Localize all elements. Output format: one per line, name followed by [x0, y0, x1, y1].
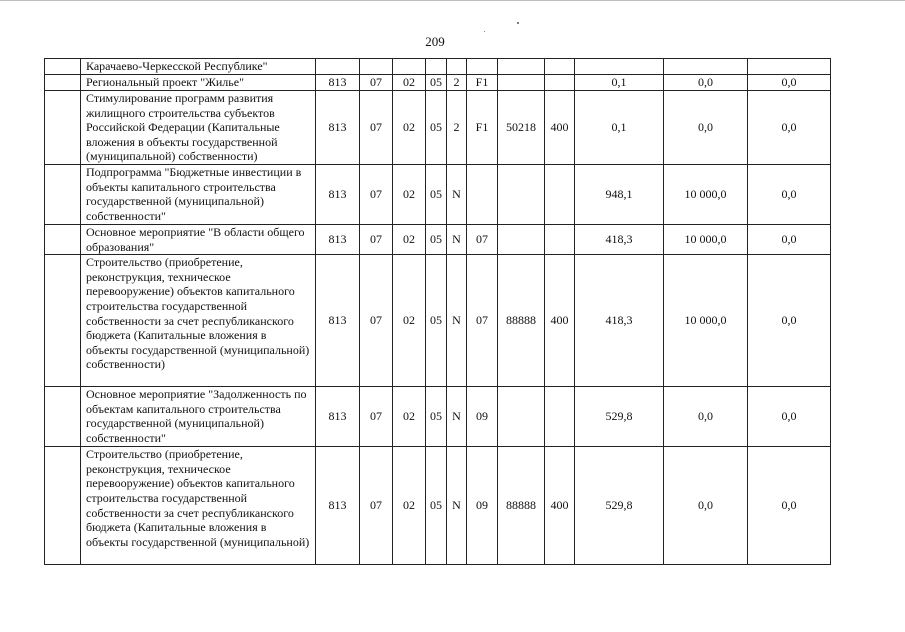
expense-type-cell: 400	[545, 447, 575, 565]
table-row	[45, 91, 831, 165]
program-code-cell: 05	[426, 387, 447, 447]
ministry-code-cell: 813	[316, 165, 360, 225]
subprogram-code-cell: N	[447, 165, 467, 225]
expense-type-cell: 400	[545, 91, 575, 165]
expense-type-cell	[545, 59, 575, 75]
subprogram-code-cell: N	[447, 447, 467, 565]
subprogram-code-cell	[447, 59, 467, 75]
ministry-code-cell: 813	[316, 75, 360, 91]
direction-code-cell	[498, 387, 545, 447]
subprogram-code-cell: N	[447, 255, 467, 387]
amount-year2-cell: 0,0	[664, 447, 748, 565]
activity-code-cell: 07	[467, 255, 498, 387]
scan-speck	[517, 22, 519, 24]
amount-year3-cell: 0,0	[748, 91, 831, 165]
amount-year2-cell: 0,0	[664, 91, 748, 165]
subprogram-code-cell: 2	[447, 75, 467, 91]
blank-cell	[45, 59, 81, 75]
blank-cell	[45, 225, 81, 255]
activity-code-cell: F1	[467, 91, 498, 165]
direction-code-cell	[498, 165, 545, 225]
amount-year1-cell: 418,3	[575, 255, 664, 387]
activity-code-cell: F1	[467, 75, 498, 91]
page-top-edge	[0, 0, 905, 1]
expense-type-cell	[545, 165, 575, 225]
activity-code-cell	[467, 165, 498, 225]
subsection-code-cell: 02	[393, 75, 426, 91]
direction-code-cell: 88888	[498, 447, 545, 565]
item-name-cell: Строительство (приобретение, реконструкция, техническое перевооружение) объектов капитального строительства государственной собственности за счет республиканского бюджета (Капитальные вложения в объекты государственной (муниципальной) собственности)	[81, 255, 316, 387]
blank-cell	[45, 91, 81, 165]
subsection-code-cell: 02	[393, 225, 426, 255]
section-code-cell: 07	[360, 75, 393, 91]
table-row	[45, 225, 831, 255]
amount-year3-cell: 0,0	[748, 225, 831, 255]
table-row	[45, 255, 831, 387]
program-code-cell: 05	[426, 447, 447, 565]
section-code-cell: 07	[360, 447, 393, 565]
amount-year2-cell: 10 000,0	[664, 225, 748, 255]
subprogram-code-cell: N	[447, 225, 467, 255]
program-code-cell: 05	[426, 255, 447, 387]
program-code-cell: 05	[426, 91, 447, 165]
amount-year1-cell: 0,1	[575, 91, 664, 165]
direction-code-cell	[498, 59, 545, 75]
table-row	[45, 59, 831, 75]
section-code-cell: 07	[360, 255, 393, 387]
amount-year2-cell: 0,0	[664, 75, 748, 91]
ministry-code-cell: 813	[316, 387, 360, 447]
subprogram-code-cell: 2	[447, 91, 467, 165]
amount-year1-cell: 529,8	[575, 387, 664, 447]
direction-code-cell	[498, 225, 545, 255]
activity-code-cell	[467, 59, 498, 75]
budget-table	[44, 58, 831, 565]
section-code-cell: 07	[360, 387, 393, 447]
subsection-code-cell: 02	[393, 91, 426, 165]
blank-cell	[45, 165, 81, 225]
amount-year3-cell: 0,0	[748, 387, 831, 447]
subsection-code-cell	[393, 59, 426, 75]
subsection-code-cell: 02	[393, 255, 426, 387]
direction-code-cell: 50218	[498, 91, 545, 165]
activity-code-cell: 07	[467, 225, 498, 255]
activity-code-cell: 09	[467, 447, 498, 565]
ministry-code-cell: 813	[316, 91, 360, 165]
item-name-cell: Региональный проект "Жилье"	[81, 75, 316, 91]
expense-type-cell: 400	[545, 255, 575, 387]
program-code-cell: 05	[426, 225, 447, 255]
subsection-code-cell: 02	[393, 447, 426, 565]
section-code-cell: 07	[360, 225, 393, 255]
amount-year3-cell: 0,0	[748, 75, 831, 91]
table-row	[45, 165, 831, 225]
blank-cell	[45, 75, 81, 91]
table-row	[45, 387, 831, 447]
item-name-cell: Основное мероприятие "В области общего образования"	[81, 225, 316, 255]
program-code-cell: 05	[426, 75, 447, 91]
amount-year3-cell: 0,0	[748, 255, 831, 387]
program-code-cell	[426, 59, 447, 75]
scan-speck	[484, 31, 485, 32]
expense-type-cell	[545, 387, 575, 447]
section-code-cell: 07	[360, 91, 393, 165]
table-row	[45, 75, 831, 91]
subprogram-code-cell: N	[447, 387, 467, 447]
activity-code-cell: 09	[467, 387, 498, 447]
item-name-cell: Карачаево-Черкесской Республике"	[81, 59, 316, 75]
item-name-cell: Строительство (приобретение, реконструкция, техническое перевооружение) объектов капитального строительства государственной собственности за счет республиканского бюджета (Капитальные вложения в объекты государственной (муниципальной)	[81, 447, 316, 565]
amount-year2-cell: 10 000,0	[664, 165, 748, 225]
ministry-code-cell	[316, 59, 360, 75]
ministry-code-cell: 813	[316, 225, 360, 255]
ministry-code-cell: 813	[316, 447, 360, 565]
blank-cell	[45, 255, 81, 387]
direction-code-cell: 88888	[498, 255, 545, 387]
ministry-code-cell: 813	[316, 255, 360, 387]
amount-year3-cell: 0,0	[748, 447, 831, 565]
direction-code-cell	[498, 75, 545, 91]
amount-year3-cell: 0,0	[748, 165, 831, 225]
amount-year2-cell: 0,0	[664, 387, 748, 447]
amount-year2-cell	[664, 59, 748, 75]
expense-type-cell	[545, 75, 575, 91]
amount-year1-cell: 0,1	[575, 75, 664, 91]
item-name-cell: Подпрограмма "Бюджетные инвестиции в объекты капитального строительства государственной (муниципальной) собственности"	[81, 165, 316, 225]
amount-year1-cell: 529,8	[575, 447, 664, 565]
section-code-cell	[360, 59, 393, 75]
subsection-code-cell: 02	[393, 387, 426, 447]
blank-cell	[45, 447, 81, 565]
amount-year2-cell: 10 000,0	[664, 255, 748, 387]
page-number: 209	[425, 34, 445, 49]
expense-type-cell	[545, 225, 575, 255]
section-code-cell: 07	[360, 165, 393, 225]
subsection-code-cell: 02	[393, 165, 426, 225]
item-name-cell: Стимулирование программ развития жилищного строительства субъектов Российской Федерации (Капитальные вложения в объекты государственной (муниципальной) собственности)	[81, 91, 316, 165]
program-code-cell: 05	[426, 165, 447, 225]
blank-cell	[45, 387, 81, 447]
table-row	[45, 447, 831, 565]
table-body	[45, 59, 831, 565]
amount-year3-cell	[748, 59, 831, 75]
amount-year1-cell: 948,1	[575, 165, 664, 225]
item-name-cell: Основное мероприятие "Задолженность по объектам капитального строительства государственной (муниципальной) собственности"	[81, 387, 316, 447]
amount-year1-cell	[575, 59, 664, 75]
amount-year1-cell: 418,3	[575, 225, 664, 255]
